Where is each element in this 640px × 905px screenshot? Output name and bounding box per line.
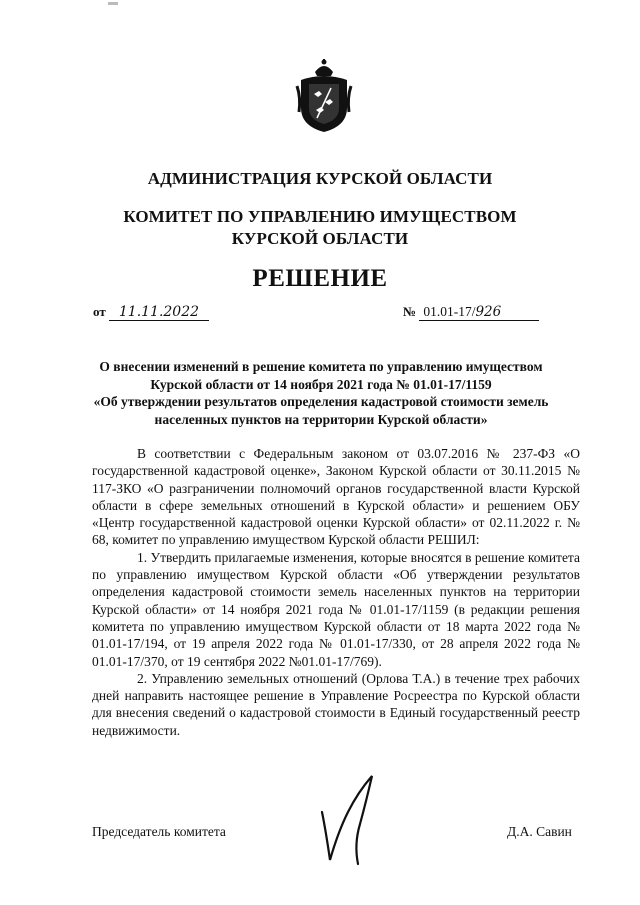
subject-line: О внесении изменений в решение комитета по управлению имуществом [99,359,543,374]
subject-line: «Об утверждении результатов определения кадастровой стоимости земель [93,394,549,409]
document-type-title: РЕШЕНИЕ [252,265,388,292]
number-block [403,304,539,321]
coat-of-arms-icon [295,58,353,134]
number-sign: № [403,304,417,319]
body-paragraph-preamble: В соответствии с Федеральным законом от 03.07.2016 № 237-ФЗ «О государственной кадастровой оценке», Законом Курской области от 30.11.2015 № 117-ЗКО «О разграничении полномочий органов государственной власти Курской области в сфере земельных отношений в Курской области» и решением ОБУ «Центр государственной кадастровой оценки Курской области» от 02.11.2022 г. № 68, комитет по управлению имуществом Курской области РЕШИЛ: [92,446,580,548]
handwritten-date: 11.11.2022 [109,304,209,321]
signatory-name: Д.А. Савин [507,824,572,839]
date-prefix: от [93,304,106,319]
date-block [93,304,209,321]
scan-mark [108,2,118,5]
subject-line: населенных пунктов на территории Курской области» [154,411,488,427]
number-printed: 01.01-17/ [423,304,476,319]
committee-title-line2: КУРСКОЙ ОБЛАСТИ [231,229,409,248]
number-field [419,304,539,321]
handwritten-signature [318,772,376,868]
committee-title-line1: КОМИТЕТ ПО УПРАВЛЕНИЮ ИМУЩЕСТВОМ [123,207,517,226]
body-paragraph-item2: 2. Управлению земельных отношений (Орлова Т.А.) в течение трех рабочих дней направить настоящее решение в Управление Росреестра по Курской области для внесения сведений о кадастровой стоимости в Единый государственный реестр недвижимости. [92,670,580,738]
body-paragraph-item1: 1. Утвердить прилагаемые изменения, которые вносятся в решение комитета по управлению имуществом Курской области «Об утверждении результатов определения кадастровой стоимости земель населенных пунктов на территории Курской области» от 14 ноября 2021 года № 01.01-17/1159 (в редакции решения комитета по управлению имуществом Курской области от 18 марта 2022 года № 01.01-17/194, от 19 апреля 2022 года № 01.01-17/330, от 28 апреля 2022 года № 01.01-17/370, от 19 сентября 2022 №01.01-17/769). [92,549,580,669]
committee-title [60,206,580,250]
administration-title: АДМИНИСТРАЦИЯ КУРСКОЙ ОБЛАСТИ [147,169,493,188]
document-subject [90,358,552,428]
handwritten-number: 926 [475,304,502,320]
document-body [92,445,580,739]
signatory-position: Председатель комитета [92,824,226,839]
subject-line: Курской области от 14 ноября 2021 года № 01.01-17/1159 [150,376,492,392]
